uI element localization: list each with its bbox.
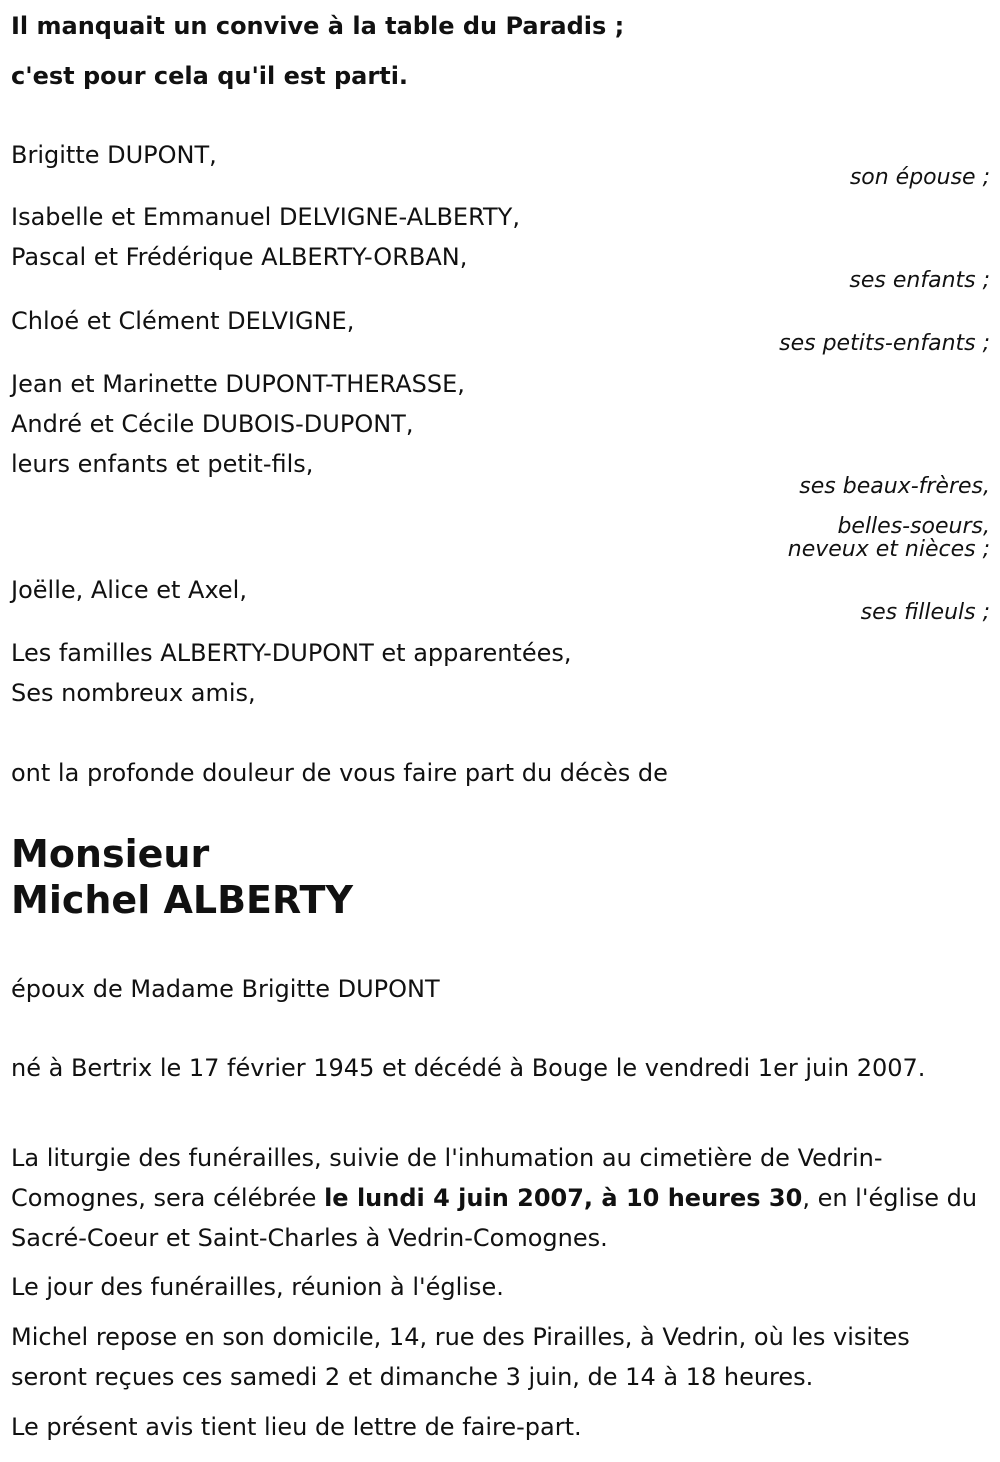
inlaw-3: leurs enfants et petit-fils, bbox=[11, 450, 314, 478]
grandchildren-role: ses petits-enfants ; bbox=[779, 331, 990, 356]
deceased-title: Monsieur bbox=[11, 832, 210, 876]
inlaw-role-3: neveux et nièces ; bbox=[787, 537, 990, 562]
funeral-text-before: La liturgie des funérailles, suivie de l'inhumation au cimetière de Vedrin-Comognes, sera célébrée bbox=[11, 1144, 883, 1212]
families: Les familles ALBERTY-DUPONT et apparentées, bbox=[11, 639, 572, 667]
spouse-name: Brigitte DUPONT, bbox=[11, 141, 217, 169]
inlaw-1: Jean et Marinette DUPONT-THERASSE, bbox=[11, 370, 465, 398]
inlaw-role-2: belles-soeurs, bbox=[837, 514, 990, 539]
inlaw-2: André et Cécile DUBOIS-DUPONT, bbox=[11, 410, 414, 438]
funeral-date: le lundi 4 juin 2007, à 10 heures 30 bbox=[324, 1184, 803, 1212]
epigraph-line-2: c'est pour cela qu'il est parti. bbox=[11, 62, 409, 90]
funeral-paragraph bbox=[11, 1138, 991, 1258]
spouse-role: son épouse ; bbox=[849, 165, 990, 190]
funeral-text-after: , en l'église du Sacré-Coeur et Saint-Charles à Vedrin-Comognes. bbox=[11, 1184, 978, 1252]
spouse-line: époux de Madame Brigitte DUPONT bbox=[11, 975, 440, 1003]
birth-death: né à Bertrix le 17 février 1945 et décédé à Bouge le vendredi 1er juin 2007. bbox=[11, 1054, 926, 1082]
child-2: Pascal et Frédérique ALBERTY-ORBAN, bbox=[11, 243, 468, 271]
grandchildren: Chloé et Clément DELVIGNE, bbox=[11, 307, 355, 335]
child-1: Isabelle et Emmanuel DELVIGNE-ALBERTY, bbox=[11, 203, 520, 231]
epigraph-line-1: Il manquait un convive à la table du Paradis ; bbox=[11, 12, 625, 40]
children-role: ses enfants ; bbox=[849, 268, 990, 293]
inlaw-role-1: ses beaux-frères, bbox=[799, 474, 990, 499]
friends: Ses nombreux amis, bbox=[11, 679, 256, 707]
announcement: ont la profonde douleur de vous faire part du décès de bbox=[11, 759, 668, 787]
meeting: Le jour des funérailles, réunion à l'église. bbox=[11, 1273, 504, 1301]
visitation: Michel repose en son domicile, 14, rue des Pirailles, à Vedrin, où les visites seront reçues ces samedi 2 et dimanche 3 juin, de 14 à 18 heures. bbox=[11, 1323, 910, 1391]
deceased-name: Michel ALBERTY bbox=[11, 878, 353, 922]
godchildren: Joëlle, Alice et Axel, bbox=[11, 576, 247, 604]
godchildren-role: ses filleuls ; bbox=[860, 600, 990, 625]
closing: Le présent avis tient lieu de lettre de faire-part. bbox=[11, 1413, 582, 1441]
